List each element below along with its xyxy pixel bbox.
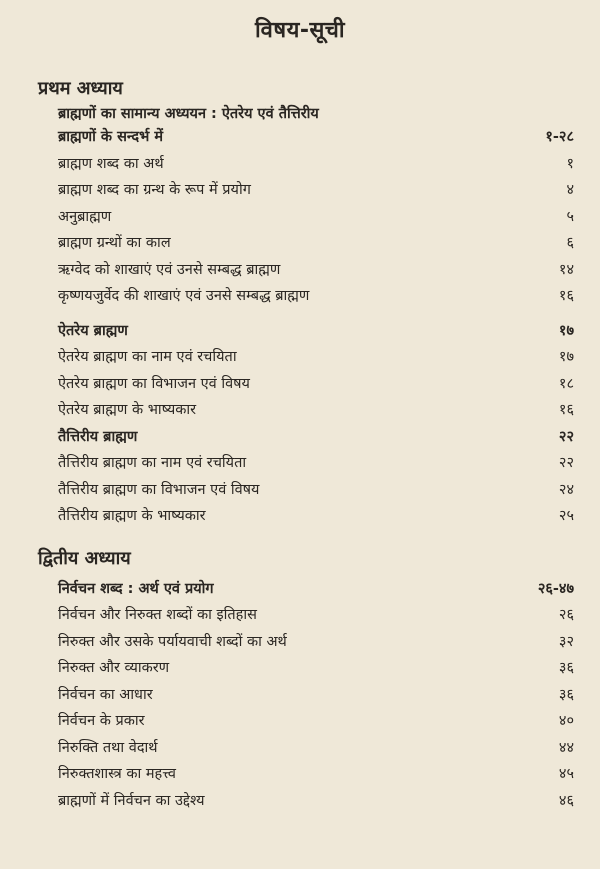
toc-entry-label: ब्राह्मण शब्द का अर्थ <box>58 155 164 172</box>
toc-entry <box>0 257 600 284</box>
toc-list <box>0 576 600 815</box>
chapter-heading: द्वितीय अध्याय <box>38 547 131 569</box>
toc-entry-label: अनुब्राह्मण <box>58 208 112 225</box>
toc-entry <box>0 318 600 345</box>
toc-entry-label: ऋग्वेद को शाखाएं एवं उनसे सम्बद्ध ब्राह्मण <box>58 261 281 278</box>
toc-entry-page: २६ <box>558 607 574 623</box>
toc-entry-label: निरुक्तशास्त्र का महत्त्व <box>58 766 176 782</box>
toc-entry <box>0 283 600 310</box>
toc-entry <box>0 177 600 204</box>
toc-entry-label: तैत्तिरीय ब्राह्मण <box>58 428 138 445</box>
toc-entry <box>0 682 600 709</box>
toc-entry <box>0 397 600 424</box>
toc-entry-page: १४ <box>558 261 574 278</box>
toc-entry <box>0 602 600 629</box>
toc-entry-label: निरुक्त और उसके पर्यायवाची शब्दों का अर्थ <box>58 633 287 650</box>
toc-entry-page: १८ <box>558 375 574 392</box>
section-gap <box>0 310 600 318</box>
chapter-subtitle: ब्राह्मणों का सामान्य अध्ययन : ऐतरेय एवं तैत्तिरीय <box>58 106 319 122</box>
chapter-2 <box>0 546 600 815</box>
toc-entry-page: ३६ <box>558 686 574 703</box>
toc-entry <box>0 735 600 762</box>
toc-entry-page: ४० <box>558 713 574 729</box>
toc-entry-page: ४ <box>566 182 574 198</box>
toc-entry-page: २६-४७ <box>537 580 574 597</box>
toc-entry-page: २२ <box>558 428 574 445</box>
toc-entry-label: निर्वचन शब्द : अर्थ एवं प्रयोग <box>58 580 214 597</box>
chapter-1 <box>0 76 600 530</box>
toc-entry-label: ब्राह्मणों के सन्दर्भ में <box>58 129 164 145</box>
toc-entry-label: ब्राह्मण शब्द का ग्रन्थ के रूप में प्रयोग <box>58 182 251 198</box>
toc-entry <box>0 424 600 451</box>
toc-entry-label: कृष्णयजुर्वेद की शाखाएं एवं उनसे सम्बद्ध ब्राह्मण <box>58 288 310 304</box>
toc-entry-page: ६ <box>566 235 574 251</box>
toc-entry-page: १ <box>566 155 574 172</box>
toc-entry <box>0 371 600 398</box>
toc-list <box>0 124 600 310</box>
toc-entry <box>0 708 600 735</box>
toc-entry <box>0 230 600 257</box>
toc-entry-page: २४ <box>558 481 574 498</box>
toc-entry-page: ३६ <box>558 660 574 676</box>
toc-entry-page: १६ <box>558 402 574 418</box>
toc-entry-page: ४६ <box>558 792 574 809</box>
toc-entry <box>0 655 600 682</box>
toc-entry-page: ४४ <box>558 739 574 756</box>
toc-entry-label: निरुक्ति तथा वेदार्थ <box>58 739 158 756</box>
toc-entry <box>0 503 600 530</box>
toc-entry-page: २५ <box>558 508 574 524</box>
toc-entry <box>0 761 600 788</box>
toc-entry-page: २२ <box>558 455 574 471</box>
toc-entry-label: निर्वचन के प्रकार <box>58 713 145 729</box>
chapter-heading: प्रथम अध्याय <box>38 78 123 99</box>
toc-entry-page: ५ <box>566 208 574 225</box>
toc-entry-label: तैत्तिरीय ब्राह्मण के भाष्यकार <box>58 508 206 524</box>
toc-entry <box>0 151 600 178</box>
toc-list <box>0 318 600 530</box>
toc-entry-label: ब्राह्मणों में निर्वचन का उद्देश्य <box>58 792 205 809</box>
toc-entry-label: ऐतरेय ब्राह्मण का विभाजन एवं विषय <box>58 375 250 392</box>
toc-entry-label: निर्वचन का आधार <box>58 686 153 703</box>
toc-entry <box>0 576 600 603</box>
toc-entry <box>0 124 600 151</box>
toc-entry-label: तैत्तिरीय ब्राह्मण का नाम एवं रचयिता <box>58 455 247 471</box>
toc-entry-page: १७ <box>558 349 574 365</box>
toc-entry-label: निरुक्त और व्याकरण <box>58 660 170 676</box>
toc-entry <box>0 450 600 477</box>
toc-entry-label: तैत्तिरीय ब्राह्मण का विभाजन एवं विषय <box>58 481 260 498</box>
toc-entry-label: ऐतरेय ब्राह्मण <box>58 322 128 339</box>
toc-entry <box>0 204 600 231</box>
toc-entry-page: १६ <box>558 288 574 304</box>
toc-entry-page: ३२ <box>558 633 574 650</box>
toc-entry-label: ऐतरेय ब्राह्मण के भाष्यकार <box>58 402 197 418</box>
toc-entry <box>0 344 600 371</box>
toc-entry <box>0 629 600 656</box>
toc-entry-page: १७ <box>558 322 574 339</box>
toc-entry-label: ऐतरेय ब्राह्मण का नाम एवं रचयिता <box>58 349 237 365</box>
toc-entry-label: ब्राह्मण ग्रन्थों का काल <box>58 235 171 251</box>
toc-entry <box>0 788 600 815</box>
toc-entry-page: १-२८ <box>545 129 574 145</box>
toc-entry <box>0 477 600 504</box>
toc-entry-label: निर्वचन और निरुक्त शब्दों का इतिहास <box>58 607 257 623</box>
page-title: विषय-सूची <box>254 18 346 43</box>
toc-entry-page: ४५ <box>558 766 574 782</box>
